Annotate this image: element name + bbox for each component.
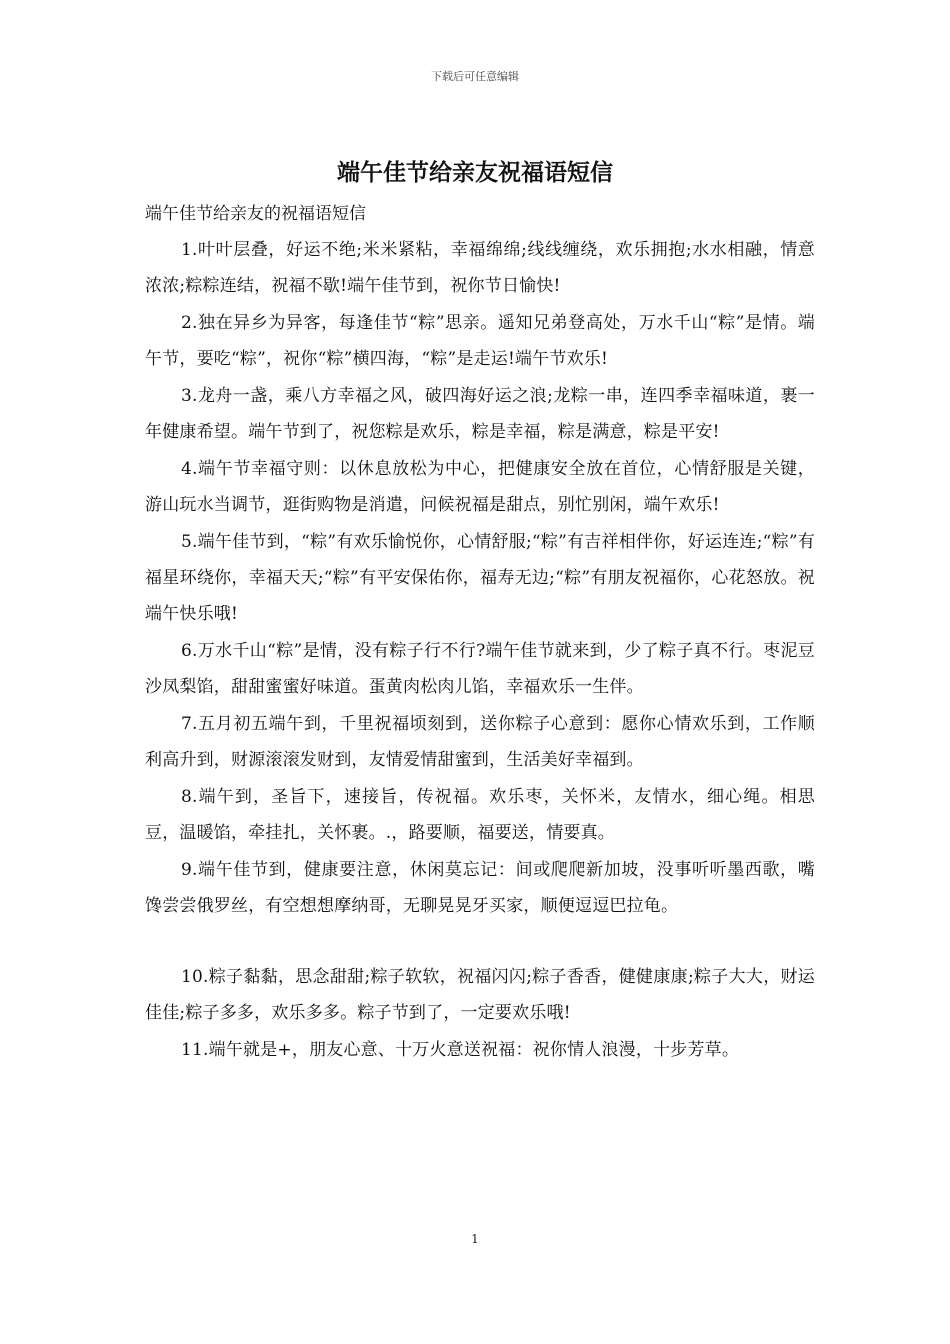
paragraph-2: 2.独在异乡为异客，每逢佳节“粽”思亲。遥知兄弟登高处，万水千山“粽”是情。端午节，要吃“粽”，祝你“粽”横四海，“粽”是走运!端午节欢乐! [145,313,815,369]
paragraph-3: 3.龙舟一盏，乘八方幸福之风，破四海好运之浪;龙粽一串，连四季幸福味道，裹一年健康希望。端午节到了，祝您粽是欢乐，粽是幸福，粽是满意，粽是平安! [145,386,815,442]
paragraph-5: 5.端午佳节到，“粽”有欢乐愉悦你，心情舒服;“粽”有吉祥相伴你，好运连连;“粽”有福星环绕你，幸福天天;“粽”有平安保佑你，福寿无边;“粽”有朋友祝福你，心花怒放。祝端午快乐哦! [145,532,815,624]
paragraph-9: 9.端午佳节到，健康要注意，休闲莫忘记：间或爬爬新加坡，没事听听墨西歌，嘴馋尝尝俄罗丝，有空想想摩纳哥，无聊晃晃牙买家，顺便逗逗巴拉龟。 [145,860,815,916]
paragraph-8: 8.端午到，圣旨下，速接旨，传祝福。欢乐枣，关怀米，友情水，细心绳。相思豆，温暖馅，牵挂扎，关怀裹。.，路要顺，福要送，情要真。 [145,787,815,843]
paragraph-7: 7.五月初五端午到，千里祝福顷刻到，送你粽子心意到：愿你心情欢乐到，工作顺利高升到，财源滚滚发财到，友情爱情甜蜜到，生活美好幸福到。 [145,714,815,770]
paragraph-10: 10.粽子黏黏，思念甜甜;粽子软软，祝福闪闪;粽子香香，健健康康;粽子大大，财运佳佳;粽子多多，欢乐多多。粽子节到了，一定要欢乐哦! [145,967,815,1023]
paragraph-1: 1.叶叶层叠，好运不绝;米米紧粘，幸福绵绵;线线缠绕，欢乐拥抱;水水相融，情意浓浓;粽粽连结，祝福不歇!端午佳节到，祝你节日愉快! [145,240,815,296]
document-body [145,196,815,1069]
paragraph-4: 4.端午节幸福守则：以休息放松为中心，把健康安全放在首位，心情舒服是关键，游山玩水当调节，逛街购物是消遣，问候祝福是甜点，别忙别闲，端午欢乐! [145,459,815,515]
page-number: 1 [471,1232,479,1246]
paragraph-6: 6.万水千山“粽”是情，没有粽子行不行?端午佳节就来到，少了粽子真不行。枣泥豆沙凤梨馅，甜甜蜜蜜好味道。蛋黄肉松肉儿馅，幸福欢乐一生伴。 [145,641,815,697]
header-note: 下载后可任意编辑 [431,70,519,83]
document-title: 端午佳节给亲友祝福语短信 [337,160,613,186]
paragraph-11: 11.端午就是+，朋友心意、十万火意送祝福：祝你情人浪漫，十步芳草。 [181,1040,740,1060]
document-subtitle: 端午佳节给亲友的祝福语短信 [145,204,366,224]
